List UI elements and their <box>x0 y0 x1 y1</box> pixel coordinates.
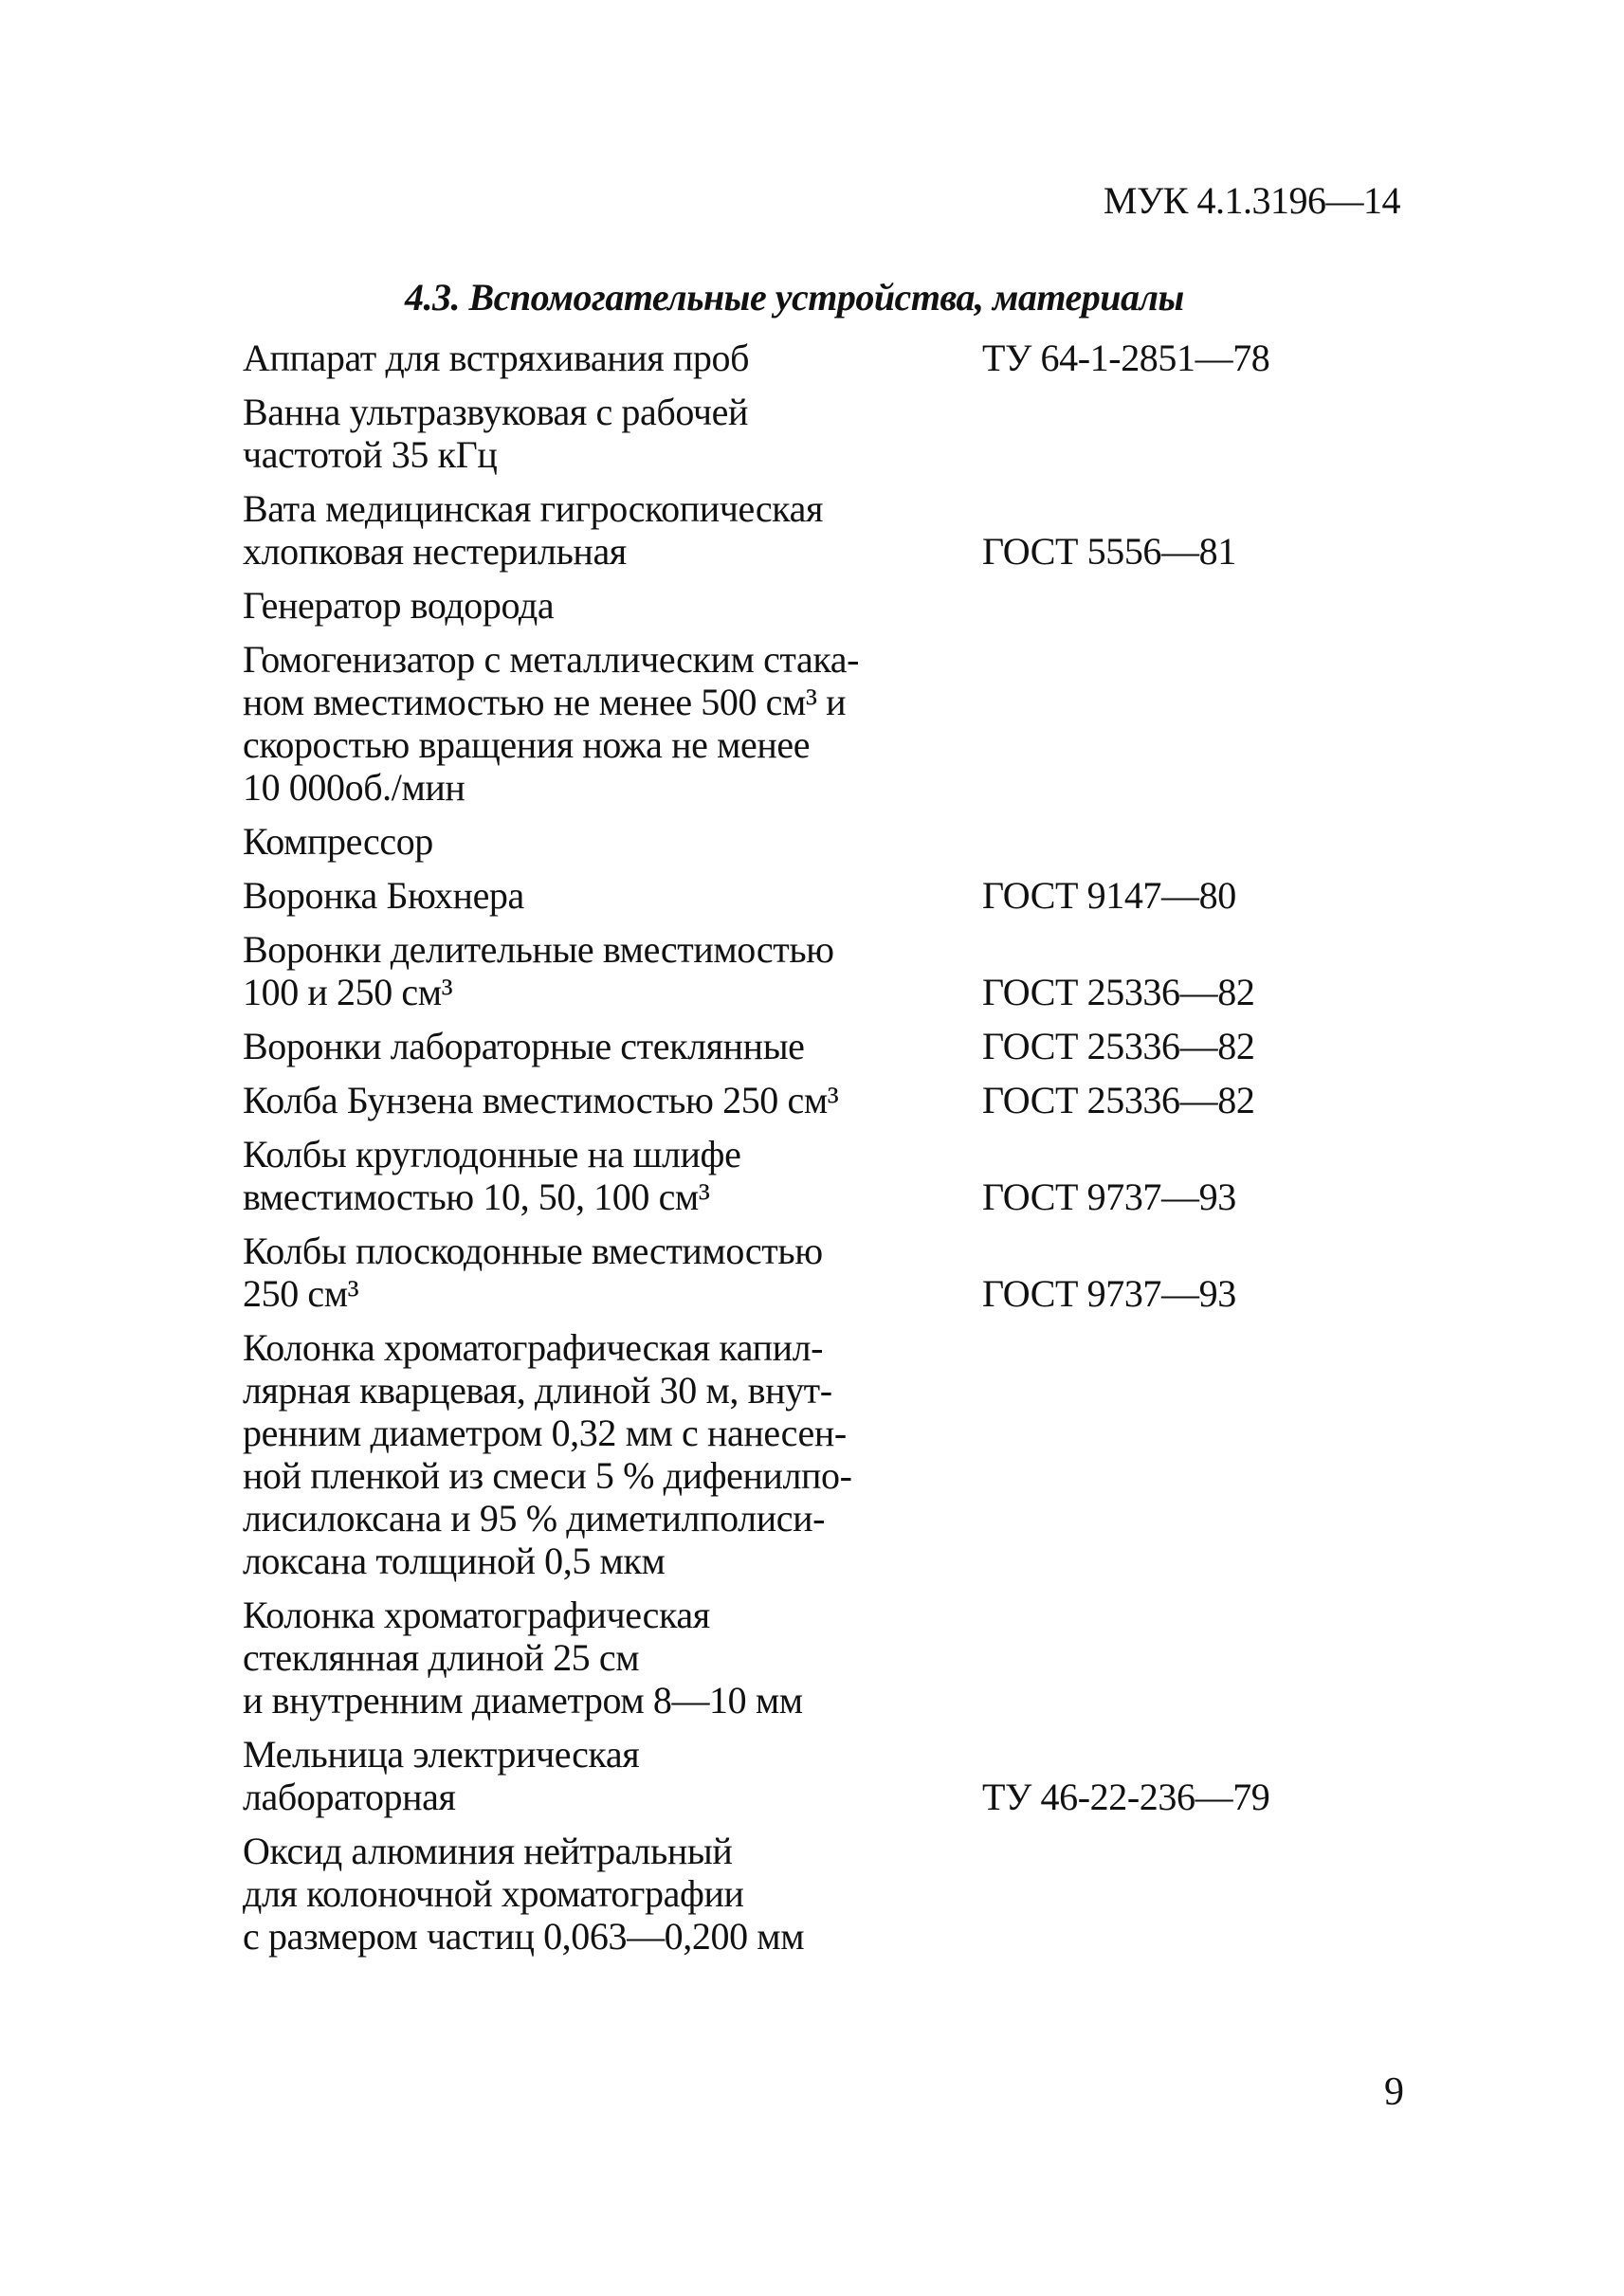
item-standard: ГОСТ 25336—82 <box>982 971 1255 1013</box>
item-name: Воронки лабораторные стеклянные <box>243 1025 805 1067</box>
list-item <box>243 487 1333 573</box>
item-name: Аппарат для встряхивания проб <box>243 337 750 379</box>
item-name: Гомогенизатор с металлическим стака- ном вместимостью не менее 500 см³ и скоростью вращения ножа не менее 10 000об./мин <box>243 638 860 809</box>
item-name: Колбы круглодонные на шлифе вместимостью 10, 50, 100 см³ <box>243 1133 741 1218</box>
list-item <box>243 1025 1333 1067</box>
item-name: Оксид алюминия нейтральный для колоночной хроматографии с размером частиц 0,063—0,200 мм <box>243 1830 805 1958</box>
item-standard: ГОСТ 25336—82 <box>982 1025 1255 1067</box>
item-name: Генератор водорода <box>243 584 555 627</box>
list-item <box>243 928 1333 1013</box>
list-item <box>243 874 1333 917</box>
list-item <box>243 1594 1333 1722</box>
list-item <box>243 820 1333 863</box>
item-name: Колба Бунзена вместимостью 250 см³ <box>243 1079 839 1121</box>
item-standard: ТУ 46-22-236—79 <box>982 1776 1270 1818</box>
item-standard: ГОСТ 9737—93 <box>982 1272 1236 1315</box>
document-code: МУК 4.1.3196—14 <box>1103 179 1400 222</box>
item-name: Мельница электрическая лабораторная <box>243 1733 640 1818</box>
list-item <box>243 1079 1333 1121</box>
list-item <box>243 1230 1333 1315</box>
list-item <box>243 1830 1333 1958</box>
item-name: Вата медицинская гигроскопическая хлопковая нестерильная <box>243 487 823 573</box>
item-name: Колонка хроматографическая стеклянная длиной 25 см и внутренним диаметром 8—10 мм <box>243 1594 803 1722</box>
list-item <box>243 638 1333 809</box>
item-name: Колбы плоскодонные вместимостью 250 см³ <box>243 1230 823 1315</box>
item-standard: ГОСТ 25336—82 <box>982 1079 1255 1121</box>
item-name: Воронки делительные вместимостью 100 и 250 см³ <box>243 928 834 1013</box>
item-name: Ванна ультразвуковая с рабочей частотой 35 кГц <box>243 391 748 476</box>
item-name: Колонка хроматографическая капил- лярная кварцевая, длиной 30 м, внут- ренним диаметром 0,32 мм с нанесен- ной пленкой из смеси 5 % дифенилпо- лисилоксана и 95 % диметилполиси- локсана толщиной 0,5 мкм <box>243 1326 852 1582</box>
list-item <box>243 1326 1333 1582</box>
item-standard: ГОСТ 9737—93 <box>982 1175 1236 1218</box>
item-standard: ГОСТ 9147—80 <box>982 874 1236 917</box>
item-standard: ГОСТ 5556—81 <box>982 530 1236 573</box>
list-item <box>243 1133 1333 1218</box>
item-standard: ТУ 64-1-2851—78 <box>982 337 1270 379</box>
item-name: Воронка Бюхнера <box>243 874 524 917</box>
list-item <box>243 391 1333 476</box>
item-name: Компрессор <box>243 820 433 863</box>
section-title: 4.3. Вспомогательные устройства, материалы <box>405 276 1184 319</box>
list-item <box>243 337 1333 379</box>
page-number: 9 <box>1384 2070 1404 2114</box>
equipment-list <box>243 337 1333 1969</box>
list-item <box>243 584 1333 627</box>
list-item <box>243 1733 1333 1818</box>
